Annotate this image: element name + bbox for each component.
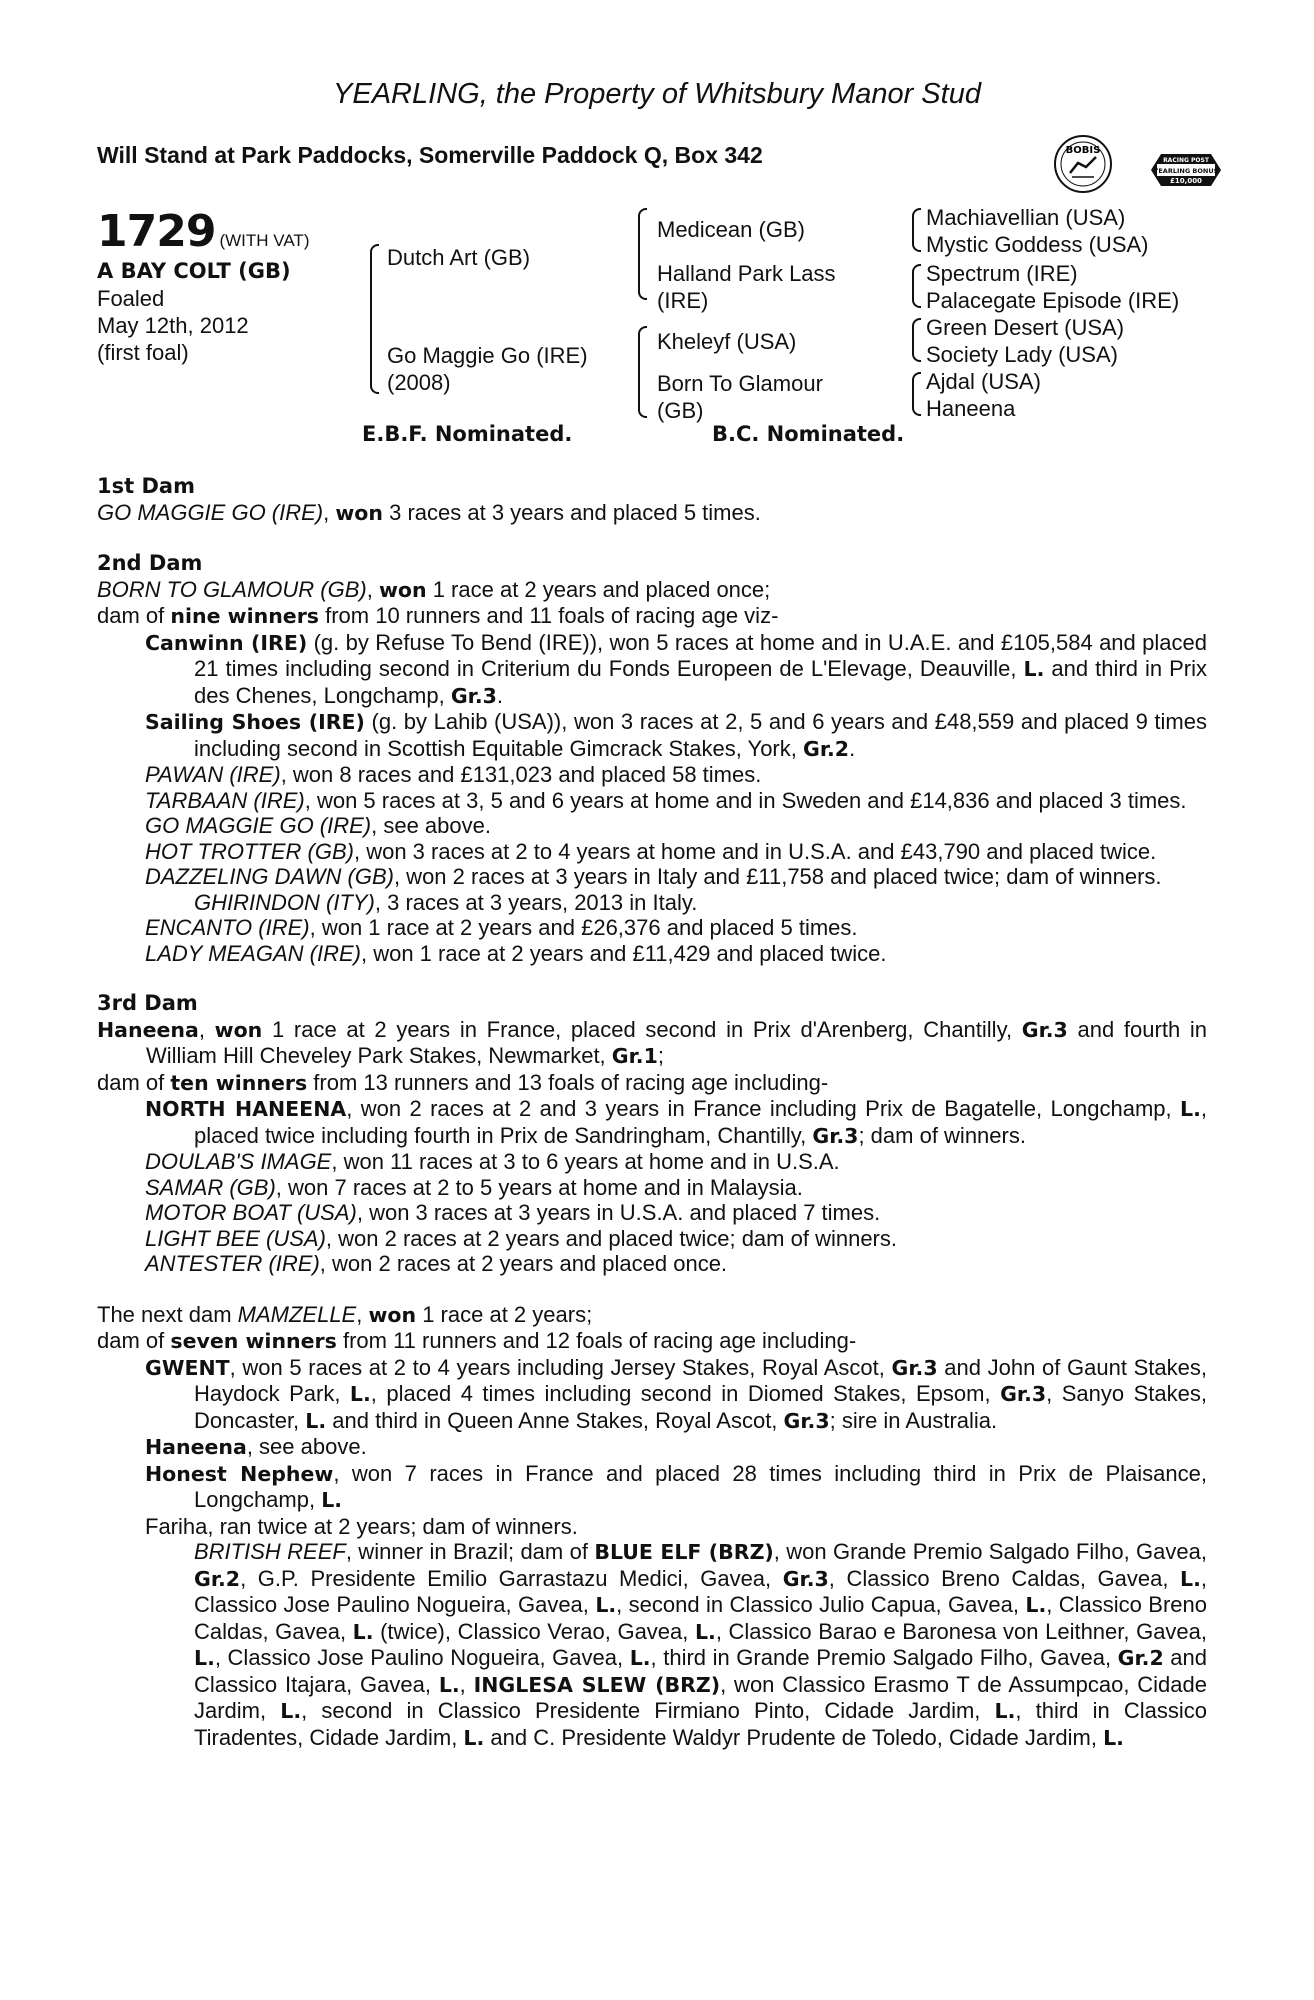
pedigree-g8: Haneena bbox=[926, 396, 1016, 421]
pedigree-sire-sire: Medicean (GB) bbox=[657, 217, 805, 242]
pedigree-dam-sire: Kheleyf (USA) bbox=[657, 329, 797, 354]
stand-location: Will Stand at Park Paddocks, Somerville Paddock Q, Box 342 bbox=[97, 142, 763, 168]
pedigree-g7: Ajdal (USA) bbox=[926, 369, 1041, 394]
pedigree-dam-dam-line1: Born To Glamour bbox=[657, 371, 823, 396]
pedigree-dam-name: Go Maggie Go (IRE) bbox=[387, 343, 588, 368]
list-item: GHIRINDON (ITY), 3 races at 3 years, 2013 in Italy. bbox=[194, 889, 698, 915]
list-item: DOULAB'S IMAGE, won 11 races at 3 to 6 years at home and in U.S.A. bbox=[145, 1149, 840, 1174]
yearling-bonus-badge-icon bbox=[1145, 138, 1227, 200]
next-dam-section bbox=[97, 1302, 1207, 1752]
list-item: Haneena, see above. bbox=[145, 1434, 367, 1459]
page-title: YEARLING, the Property of Whitsbury Manor Stud bbox=[333, 78, 981, 110]
third-dam-heading: 3rd Dam bbox=[97, 991, 198, 1015]
list-item: GO MAGGIE GO (IRE), see above. bbox=[145, 813, 491, 838]
bc-nominated: B.C. Nominated. bbox=[712, 422, 905, 446]
foaled-date: May 12th, 2012 bbox=[97, 313, 249, 338]
list-item: TARBAAN (IRE), won 5 races at 3, 5 and 6 years at home and in Sweden and £14,836 and placed 3 times. bbox=[145, 787, 1187, 813]
lot-number: 1729 bbox=[97, 206, 216, 257]
pedigree-g6: Society Lady (USA) bbox=[926, 342, 1118, 367]
list-item: HOT TROTTER (GB), won 3 races at 2 to 4 years at home and in U.S.A. and £43,790 and placed twice. bbox=[145, 838, 1157, 864]
second-dam-produce-summary: dam of nine winners from 10 runners and 11 foals of racing age viz- bbox=[97, 603, 779, 628]
pedigree-g1: Machiavellian (USA) bbox=[926, 205, 1126, 230]
list-item: Sailing Shoes (IRE) (g. by Lahib (USA)), won 3 races at 2, 5 and 6 years and £48,559 and placed 9 times including second in Scottish Equitable Gimcrack Stakes, York, Gr.2. bbox=[145, 709, 1207, 761]
sire-brace bbox=[638, 208, 647, 300]
pedigree-g4: Palacegate Episode (IRE) bbox=[926, 288, 1180, 313]
pedigree-dam-dam bbox=[657, 370, 823, 424]
won-label: won bbox=[335, 500, 383, 525]
list-item: PAWAN (IRE), won 8 races and £131,023 and placed 58 times. bbox=[145, 762, 762, 787]
list-item: LIGHT BEE (USA), won 2 races at 2 years and placed twice; dam of winners. bbox=[145, 1225, 897, 1251]
list-item: LADY MEAGAN (IRE), won 1 race at 2 years and £11,429 and placed twice. bbox=[145, 940, 887, 966]
first-dam-text: GO MAGGIE GO (IRE), won 3 races at 3 years and placed 5 times. bbox=[97, 499, 761, 525]
pedigree-sire-dam-line1: Halland Park Lass bbox=[657, 261, 836, 286]
catalogue-content bbox=[97, 474, 1207, 1776]
g34-brace bbox=[912, 264, 921, 308]
second-dam-record: BORN TO GLAMOUR (GB), won 1 race at 2 years and placed once; bbox=[97, 576, 771, 602]
bonus-badge-mid: YEARLING BONUS bbox=[1153, 167, 1219, 175]
list-item: ENCANTO (IRE), won 1 race at 2 years and £26,376 and placed 5 times. bbox=[145, 915, 858, 940]
list-item: SAMAR (GB), won 7 races at 2 to 5 years at home and in Malaysia. bbox=[145, 1174, 803, 1200]
second-dam-text: 1 race at 2 years and placed once; bbox=[426, 576, 771, 602]
bobis-badge-label: BOBIS bbox=[1065, 145, 1101, 156]
pedigree-g2: Mystic Goddess (USA) bbox=[926, 232, 1149, 257]
pedigree-dam-dam-line2: (GB) bbox=[657, 398, 704, 423]
list-item: ANTESTER (IRE), won 2 races at 2 years and placed once. bbox=[145, 1251, 728, 1276]
pedigree-g5: Green Desert (USA) bbox=[926, 315, 1125, 340]
third-dam-produce-summary: dam of ten winners from 13 runners and 13 foals of racing age including- bbox=[97, 1069, 829, 1095]
third-dam-section bbox=[97, 991, 1207, 1277]
won-label: won bbox=[378, 577, 427, 602]
lot-note: (first foal) bbox=[97, 340, 189, 365]
pedigree-dam-year: (2008) bbox=[387, 370, 451, 395]
list-item: BRITISH REEF, winner in Brazil; dam of BLUE ELF (BRZ), won Grande Premio Salgado Filho, Gavea, Gr.2, G.P. Presidente Emilio Garrastazu Medici, Gavea, Gr.3, Classico Breno Caldas, Gavea, L., Classico Jose Paulino Nogueira, Gavea, L., second in Classico Julio Capua, Gavea, L., Classico Breno Caldas, Gavea, L. (twice), Classico Verao, Gavea, L., Classico Barao e Baronesa von Leithner, Gavea, L., Classico Jose Paulino Nogueira, Gavea, L., third in Grande Premio Salgado Filho, Gavea, Gr.2 and Classico Itajara, Gavea, L., INGLESA SLEW (BRZ), won Classico Erasmo T de Assumpcao, Cidade Jardim, L., second in Classico Presidente Firmiano Pinto, Cidade Jardim, L., third in Classico Tiradentes, Cidade Jardim, L. and C. Presidente Waldyr Prudente de Toledo, Cidade Jardim, L. bbox=[194, 1539, 1208, 1750]
lot-vat: (WITH VAT) bbox=[219, 231, 310, 250]
list-item: Honest Nephew, won 7 races in France and placed 28 times including third in Prix de Plaisance, Longchamp, L. bbox=[145, 1460, 1207, 1512]
pedigree-dam bbox=[387, 342, 588, 396]
pedigree-g3: Spectrum (IRE) bbox=[926, 261, 1078, 286]
list-item: DAZZELING DAWN (GB), won 2 races at 3 years in Italy and £11,758 and placed twice; dam of winners. bbox=[145, 864, 1162, 889]
second-dam-name: BORN TO GLAMOUR (GB) bbox=[97, 576, 367, 602]
g12-brace bbox=[912, 208, 921, 252]
list-item: NORTH HANEENA, won 2 races at 2 and 3 years in France including Prix de Bagatelle, Longchamp, L., placed twice including fourth in Prix de Sandringham, Chantilly, Gr.3; dam of winners. bbox=[145, 1096, 1207, 1148]
third-dam-record: Haneena, won 1 race at 2 years in France, placed second in Prix d'Arenberg, Chantilly, Gr.3 and fourth in William Hill Cheveley Park Stakes, Newmarket, Gr.1; bbox=[97, 1016, 1207, 1068]
first-dam-heading: 1st Dam bbox=[97, 474, 195, 498]
foaled-label: Foaled bbox=[97, 286, 165, 311]
sire-dam-brace bbox=[370, 244, 379, 394]
g56-brace bbox=[912, 318, 921, 362]
bonus-badge-top: RACING POST bbox=[1163, 157, 1209, 164]
list-item: Canwinn (IRE) (g. by Refuse To Bend (IRE)), won 5 races at home and in U.A.E. and £105,584 and placed 21 times including second in Criterium du Fonds Europeen de L'Elevage, Deauville, L. and third in Prix des Chenes, Longchamp, Gr.3. bbox=[145, 629, 1207, 708]
first-dam-name: GO MAGGIE GO (IRE) bbox=[97, 499, 324, 525]
first-dam-record: 3 races at 3 years and placed 5 times. bbox=[382, 499, 761, 525]
ebf-nominated: E.B.F. Nominated. bbox=[362, 422, 573, 446]
next-dam-record: The next dam MAMZELLE, won 1 race at 2 years; bbox=[97, 1301, 593, 1327]
first-dam-section bbox=[97, 474, 1207, 526]
dam-brace bbox=[638, 326, 647, 418]
list-item: GWENT, won 5 races at 2 to 4 years including Jersey Stakes, Royal Ascot, Gr.3 and John of Gaunt Stakes, Haydock Park, L., placed 4 times including second in Diomed Stakes, Epsom, Gr.3, Sanyo Stakes, Doncaster, L. and third in Queen Anne Stakes, Royal Ascot, Gr.3; sire in Australia. bbox=[145, 1354, 1207, 1433]
bobis-badge-icon bbox=[1052, 133, 1114, 195]
pedigree-sire: Dutch Art (GB) bbox=[387, 245, 531, 270]
second-dam-heading: 2nd Dam bbox=[97, 551, 203, 575]
lot-info bbox=[97, 206, 309, 366]
list-item: Fariha, ran twice at 2 years; dam of winners. bbox=[145, 1513, 578, 1539]
pedigree-sire-dam bbox=[657, 260, 836, 314]
list-item: MOTOR BOAT (USA), won 3 races at 3 years in U.S.A. and placed 7 times. bbox=[145, 1200, 881, 1225]
pedigree-sire-dam-line2: (IRE) bbox=[657, 288, 709, 313]
next-dam-produce-summary: dam of seven winners from 11 runners and 12 foals of racing age including- bbox=[97, 1328, 857, 1353]
bonus-badge-amount: £10,000 bbox=[1170, 177, 1202, 185]
lot-name: A BAY COLT (GB) bbox=[97, 259, 291, 283]
second-dam-section bbox=[97, 551, 1207, 966]
g78-brace bbox=[912, 372, 921, 416]
